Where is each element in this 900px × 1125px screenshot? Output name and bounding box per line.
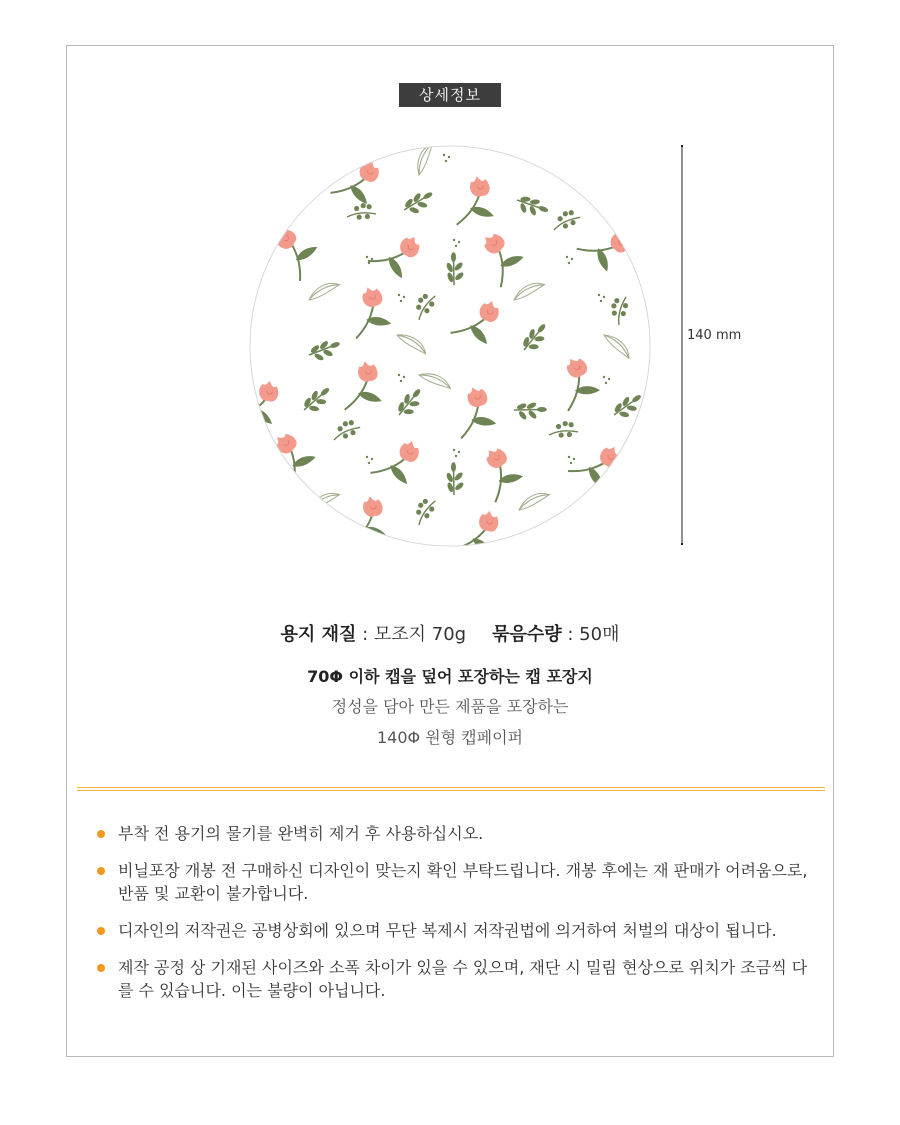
section-divider — [77, 787, 825, 791]
bullet-icon — [97, 927, 105, 935]
notice-item: 제작 공정 상 기재된 사이즈와 소폭 차이가 있을 수 있으며, 재단 시 밀림 현상으로 위치가 조금씩 다를 수 있습니다. 이는 불량이 아닙니다. — [96, 956, 816, 1002]
section-tag: 상세정보 — [399, 83, 501, 107]
bullet-icon — [97, 964, 105, 972]
spec-line — [0, 620, 900, 646]
notice-item: 부착 전 용기의 물기를 완벽히 제거 후 사용하십시오. — [96, 822, 816, 845]
dimension-label: 140 mm — [687, 328, 742, 343]
material-label: 용지 재질 — [280, 624, 357, 645]
bullet-icon — [97, 830, 105, 838]
notice-list — [96, 822, 816, 1016]
quantity-label: 묶음수량 — [492, 624, 562, 645]
material-value: : 모조지 70g — [356, 624, 467, 645]
product-description-line1: 정성을 담아 만든 제품을 포장하는 — [331, 697, 569, 716]
quantity-value: : 50매 — [561, 624, 620, 645]
cap-paper-image — [249, 145, 651, 547]
dimension-line — [681, 145, 683, 545]
notice-item: 비닐포장 개봉 전 구매하신 디자인이 맞는지 확인 부탁드립니다. 개봉 후에는 재 판매가 어려움으로, 반품 및 교환이 불가합니다. — [96, 859, 816, 905]
product-description-line2: 140Φ 원형 캡페이퍼 — [376, 728, 524, 747]
notice-item: 디자인의 저작권은 공병상회에 있으며 무단 복제시 저작권법에 의거하여 처벌의 대상이 됩니다. — [96, 919, 816, 942]
floral-circle-illustration — [249, 145, 651, 547]
product-headline: 70Φ 이하 캡을 덮어 포장하는 캡 포장지 — [307, 667, 593, 686]
bullet-icon — [97, 867, 105, 875]
